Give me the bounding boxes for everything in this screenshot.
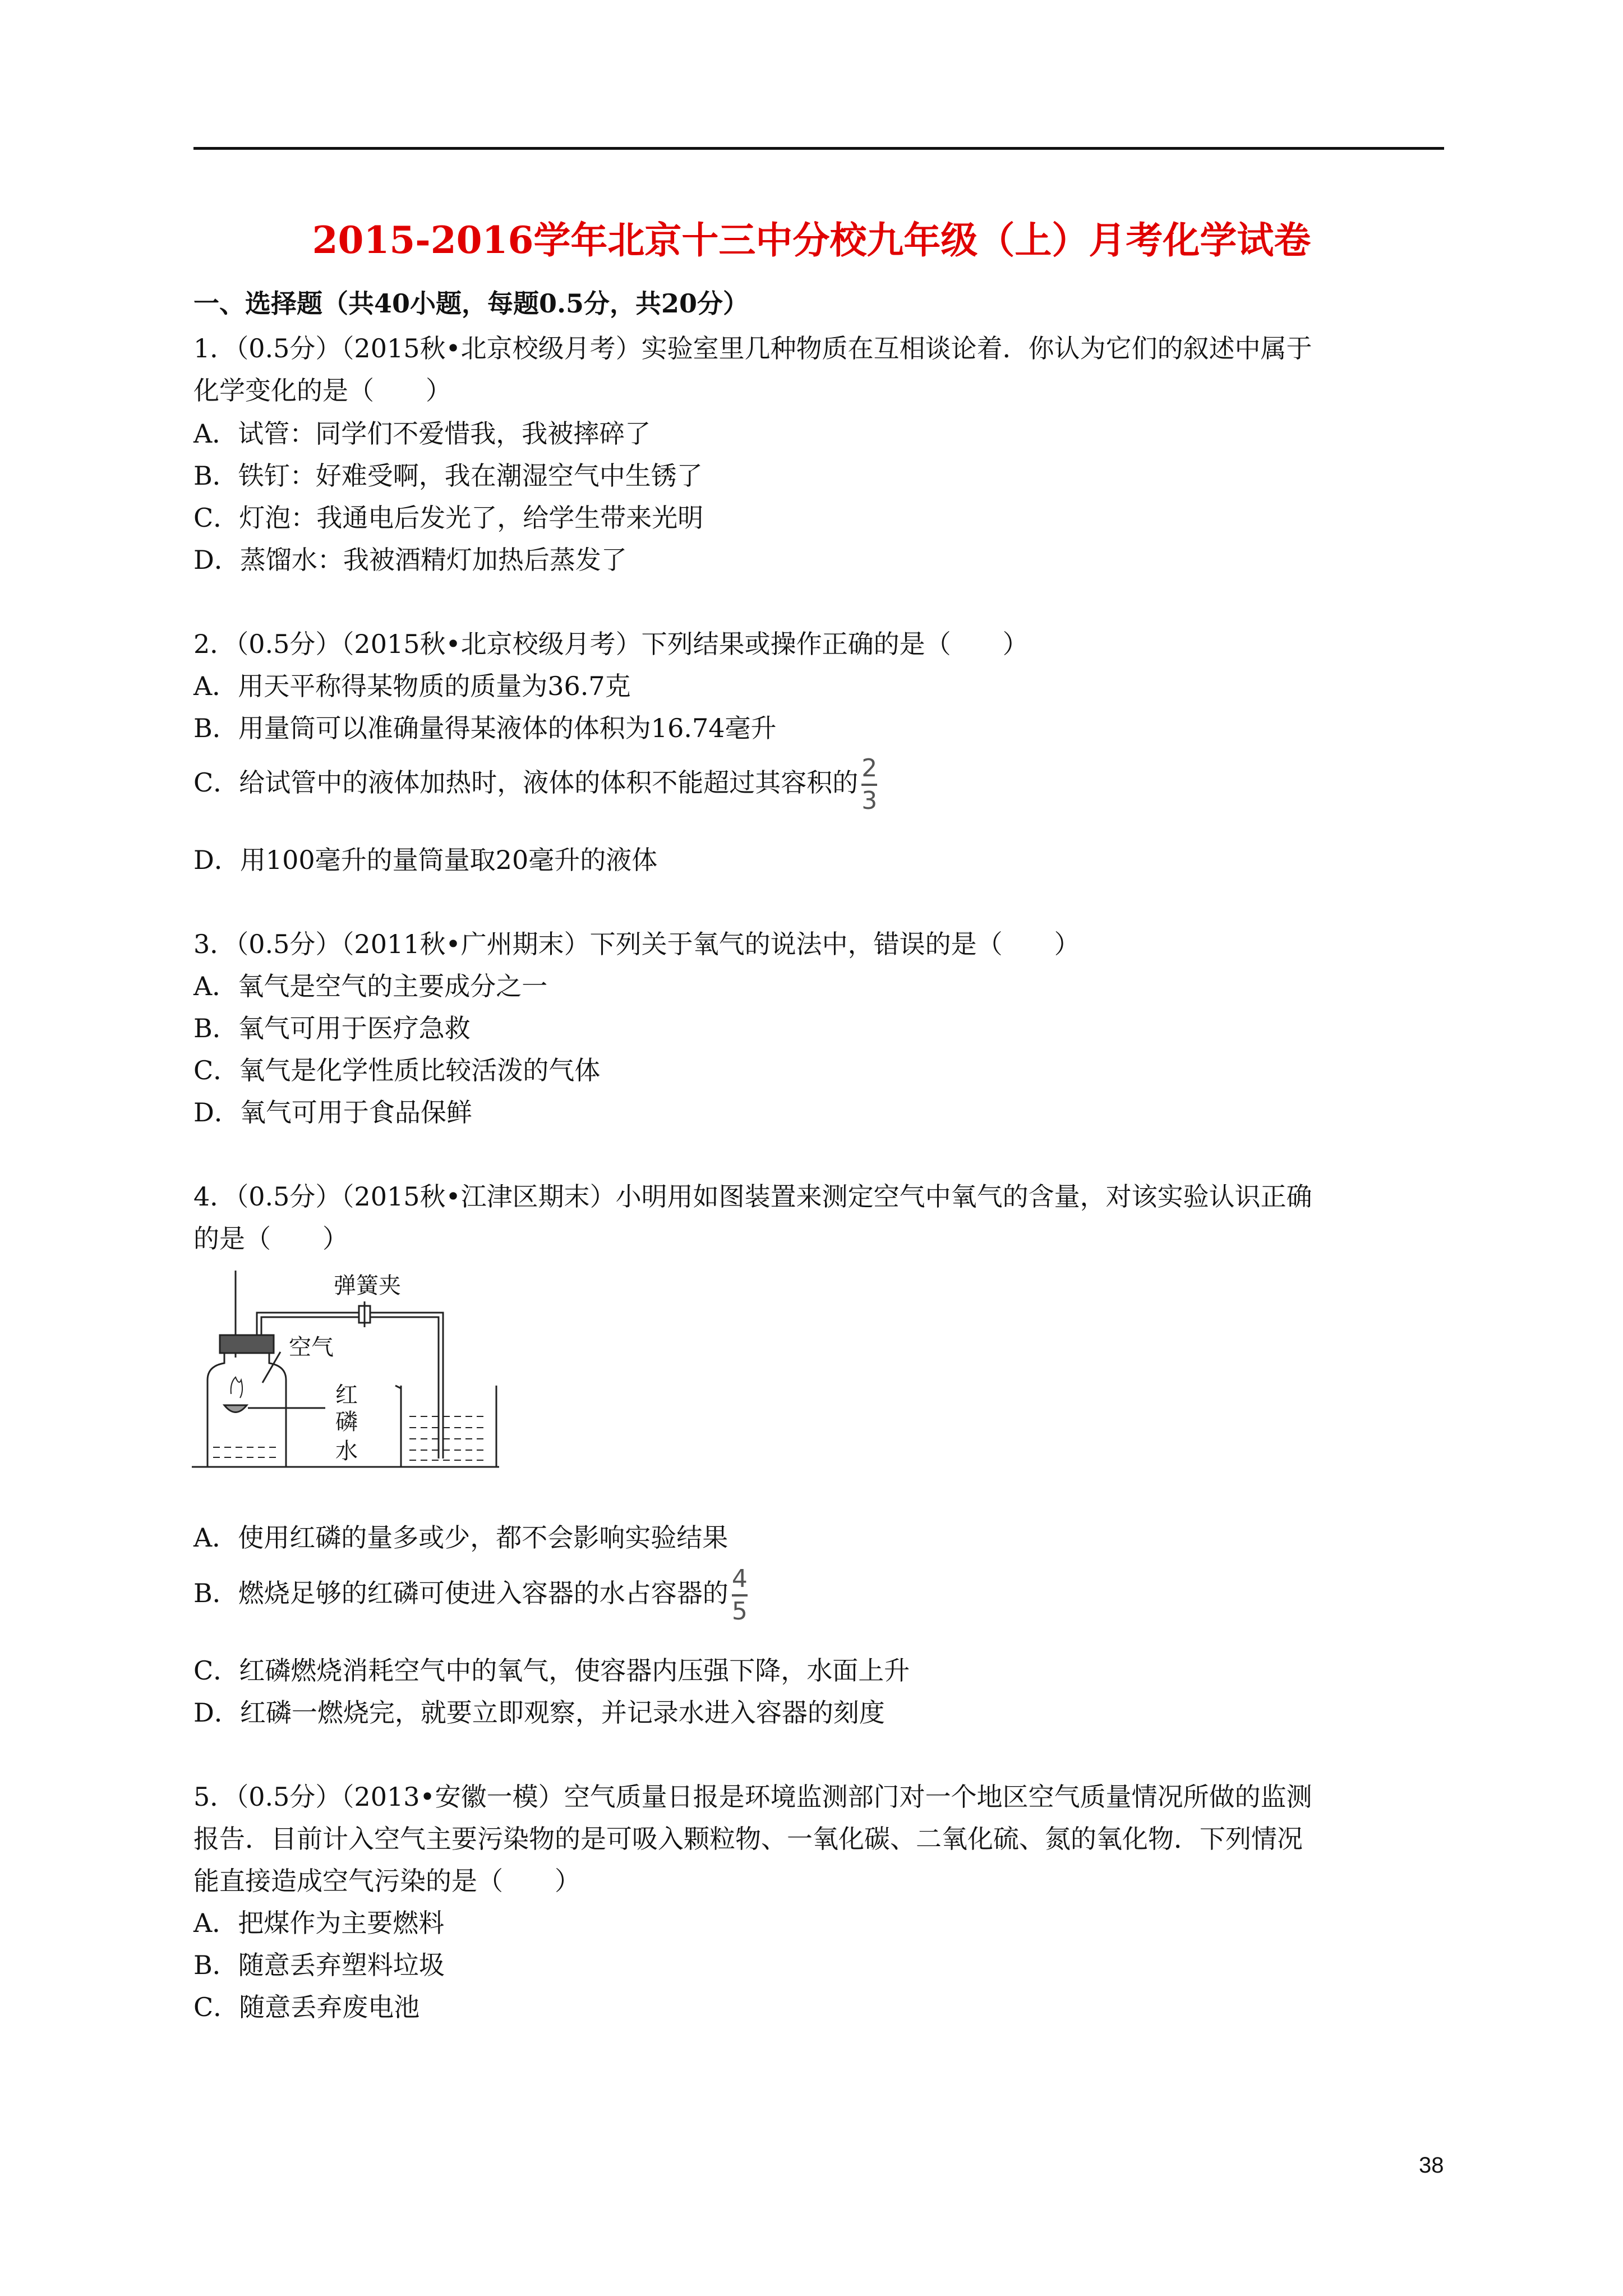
q4-option-c: C．红磷燃烧消耗空气中的氧气，使容器内压强下降，水面上升 <box>193 1655 910 1686</box>
q1-option-a: A．试管：同学们不爱惜我，我被摔碎了 <box>193 418 651 449</box>
q1-option-c: C．灯泡：我通电后发光了，给学生带来光明 <box>193 503 704 533</box>
q1-option-b: B．铁钉：好难受啊，我在潮湿空气中生锈了 <box>193 461 703 491</box>
q3-option-c: C．氧气是化学性质比较活泼的气体 <box>193 1055 601 1085</box>
q2-option-d: D．用100毫升的量筒量取20毫升的液体 <box>193 845 658 875</box>
q5-stem-line1: 5．（0.5分）（2013•安徽一模）空气质量日报是环境监测部门对一个地区空气质量情况所做的监测 <box>193 1782 1312 1812</box>
q5-option-b: B．随意丢弃塑料垃圾 <box>193 1950 445 1980</box>
phosphorus-spoon <box>224 1405 247 1412</box>
fraction-two-thirds <box>861 754 877 815</box>
label-air: 空气 <box>289 1335 334 1360</box>
q1-stem-line1: 1．（0.5分）（2015秋•北京校级月考）实验室里几种物质在互相谈论着．你认为它们的叙述中属于 <box>193 333 1312 364</box>
q5-stem-line3: 能直接造成空气污染的是（ ） <box>193 1866 580 1896</box>
q4-option-a: A．使用红磷的量多或少，都不会影响实验结果 <box>193 1522 728 1553</box>
fraction-numerator: 4 <box>731 1565 748 1593</box>
q4-option-d: D．红磷一燃烧完，就要立即观察，并记录水进入容器的刻度 <box>193 1697 885 1728</box>
q2-option-b: B．用量筒可以准确量得某液体的体积为16.74毫升 <box>193 713 777 743</box>
bottle <box>208 1352 286 1467</box>
q2-option-c-row <box>193 754 877 815</box>
fraction-denominator: 5 <box>731 1597 748 1626</box>
flame <box>231 1377 242 1398</box>
q3-stem-line1: 3．（0.5分）（2011秋•广州期末）下列关于氧气的说法中，错误的是（ ） <box>193 929 1080 959</box>
q3-option-d: D．氧气可用于食品保鲜 <box>193 1097 472 1128</box>
q4-stem-line2: 的是（ ） <box>193 1223 348 1254</box>
section-heading: 一、选择题（共40小题，每题0.5分，共20分） <box>193 288 749 319</box>
label-phosphorus-1: 红 <box>335 1382 358 1408</box>
page-number: 38 <box>1419 2153 1444 2178</box>
q5-option-a: A．把煤作为主要燃料 <box>193 1908 445 1938</box>
q2-option-c: C．给试管中的液体加热时，液体的体积不能超过其容积的 <box>193 767 859 798</box>
q3-option-b: B．氧气可用于医疗急救 <box>193 1013 471 1043</box>
q5-stem-line2: 报告．目前计入空气主要污染物的是可吸入颗粒物、一氧化碳、二氧化硫、氮的氧化物．下列情况 <box>193 1824 1303 1854</box>
q3-option-a: A．氧气是空气的主要成分之一 <box>193 971 548 1001</box>
q4-option-b: B．燃烧足够的红磷可使进入容器的水占容器的 <box>193 1578 728 1608</box>
label-phosphorus-2: 磷 <box>335 1409 358 1435</box>
stopper <box>220 1335 274 1353</box>
q4-option-b-row <box>193 1565 748 1626</box>
fraction-denominator: 3 <box>861 786 878 815</box>
q5-option-c: C．随意丢弃废电池 <box>193 1992 420 2022</box>
header-rule <box>193 147 1444 150</box>
oxygen-experiment-figure <box>191 1268 505 1492</box>
fraction-numerator: 2 <box>861 754 878 783</box>
q1-option-d: D．蒸馏水：我被酒精灯加热后蒸发了 <box>193 545 627 575</box>
q4-stem-line1: 4．（0.5分）（2015秋•江津区期末）小明用如图装置来测定空气中氧气的含量，对该实验认识正确 <box>193 1181 1312 1212</box>
fraction-four-fifths <box>732 1565 748 1626</box>
q1-stem-line2: 化学变化的是（ ） <box>193 375 451 406</box>
beaker <box>401 1386 496 1467</box>
label-water: 水 <box>335 1438 358 1464</box>
q2-option-a: A．用天平称得某物质的质量为36.7克 <box>193 671 631 701</box>
page-title: 2015-2016学年北京十三中分校九年级（上）月考化学试卷 <box>312 218 1311 262</box>
label-clip: 弹簧夹 <box>334 1273 401 1299</box>
q2-stem-line1: 2．（0.5分）（2015秋•北京校级月考）下列结果或操作正确的是（ ） <box>193 629 1029 659</box>
